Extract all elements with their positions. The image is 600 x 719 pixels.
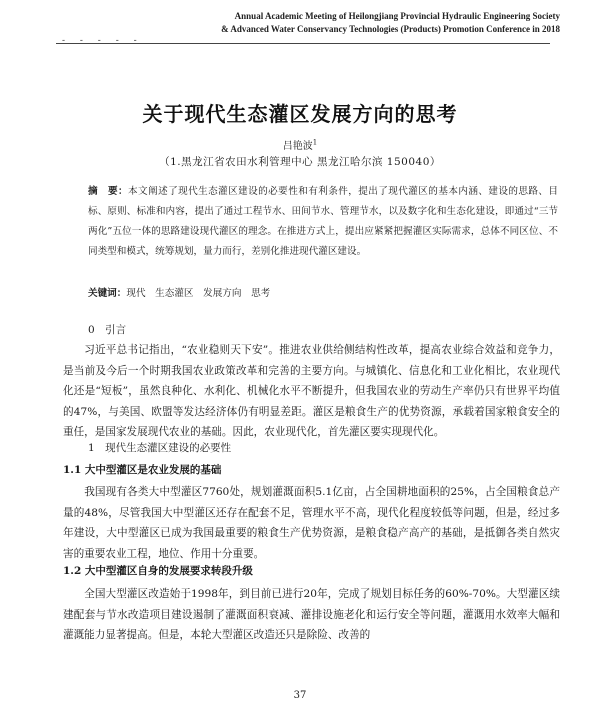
header-line-2: & Advanced Water Conservancy Technologies (Products) Promotion Conference in 2018 — [221, 24, 560, 34]
section-1-1-text: 我国现有各类大中型灌区7760处，规划灌溉面积5.1亿亩，占全国耕地面积的25%，占全国粮食总产量的48%，尽管我国大中型灌区还存在配套不足，管理水平不高，现代化程度较低等问题，但是，经过多年建设，大中型灌区已成为我国最重要的粮食生产优势资源，是粮食稳产高产的基础，是抵御各类自然灾害的重要农业工程，地位、作用十分重要。 — [63, 486, 560, 560]
section-1-heading: 1 现代生态灌区建设的必要性 — [88, 442, 232, 454]
section-1-2-heading: 1.2 大中型灌区自身的发展要求转段升级 — [63, 565, 253, 577]
keywords-label: 关键词： — [88, 288, 127, 299]
section-intro-heading: 0 引言 — [88, 324, 127, 336]
intro-paragraph — [63, 340, 560, 443]
section-1-2-paragraph — [63, 584, 560, 646]
abstract — [88, 182, 558, 262]
author-line — [0, 137, 600, 152]
header-divider — [56, 43, 550, 44]
keywords — [88, 285, 270, 299]
running-header — [60, 10, 560, 36]
author-name: 吕艳波 — [282, 141, 313, 152]
section-1-2-text: 全国大型灌区改造始于1998年，到目前已进行20年，完成了规划目标任务的60%-70%。大型灌区续建配套与节水改造项目建设遏制了灌溉面积衰减、灌排设施老化和运行安全等问题，灌溉用水效率大幅和灌溉能力显著提高。但是，本轮大型灌区改造还只是除险、改善的 — [63, 588, 560, 641]
header-line-1: Annual Academic Meeting of Heilongjiang Provincial Hydraulic Engineering Society — [234, 11, 560, 21]
affiliation: （1.黑龙江省农田水利管理中心 黑龙江哈尔滨 150040） — [159, 156, 441, 168]
paper-title: 关于现代生态灌区发展方向的思考 — [142, 102, 458, 126]
abstract-text: 本文阐述了现代生态灌区建设的必要性和有利条件，提出了现代灌区的基本内涵、建设的思路、目标、原则、标准和内容，提出了通过工程节水、田间节水、管理节水，以及数字化和生态化建设，即通过“三节两化”五位一体的思路建设现代灌区的理念。在推进方式上，提出应紧紧把握灌区实际需求，总体不同区位、不同类型和模式，统筹规划，量力而行，差别化推进现代灌区建设。 — [88, 186, 559, 257]
section-1-1-paragraph — [63, 482, 560, 564]
abstract-label: 摘 要： — [88, 186, 129, 197]
section-1-1-heading: 1.1 大中型灌区是农业发展的基础 — [63, 464, 222, 476]
header-dashes: - - - - - — [62, 36, 143, 46]
intro-text: 习近平总书记指出，“农业稳则天下安”。推进农业供给侧结构性改革，提高农业综合效益和竞争力，是当前及今后一个时期我国农业政策改革和完善的主要方向。与城镇化、信息化和工业化相比，农业现代化还是“短板”，虽然良种化、水利化、机械化水平不断提升，但我国农业的劳动生产率仍只有世界平均值的47%，与美国、欧盟等发达经济体仍有明显差距。灌区是粮食生产的优势资源，承载着国家粮食安全的重任，是国家发展现代农业的基础。因此，农业现代化，首先灌区要实现现代化。 — [63, 344, 560, 438]
page-number: 37 — [293, 690, 307, 701]
keywords-text: 现代 生态灌区 发展方向 思考 — [126, 288, 271, 299]
author-superscript: 1 — [312, 138, 318, 147]
